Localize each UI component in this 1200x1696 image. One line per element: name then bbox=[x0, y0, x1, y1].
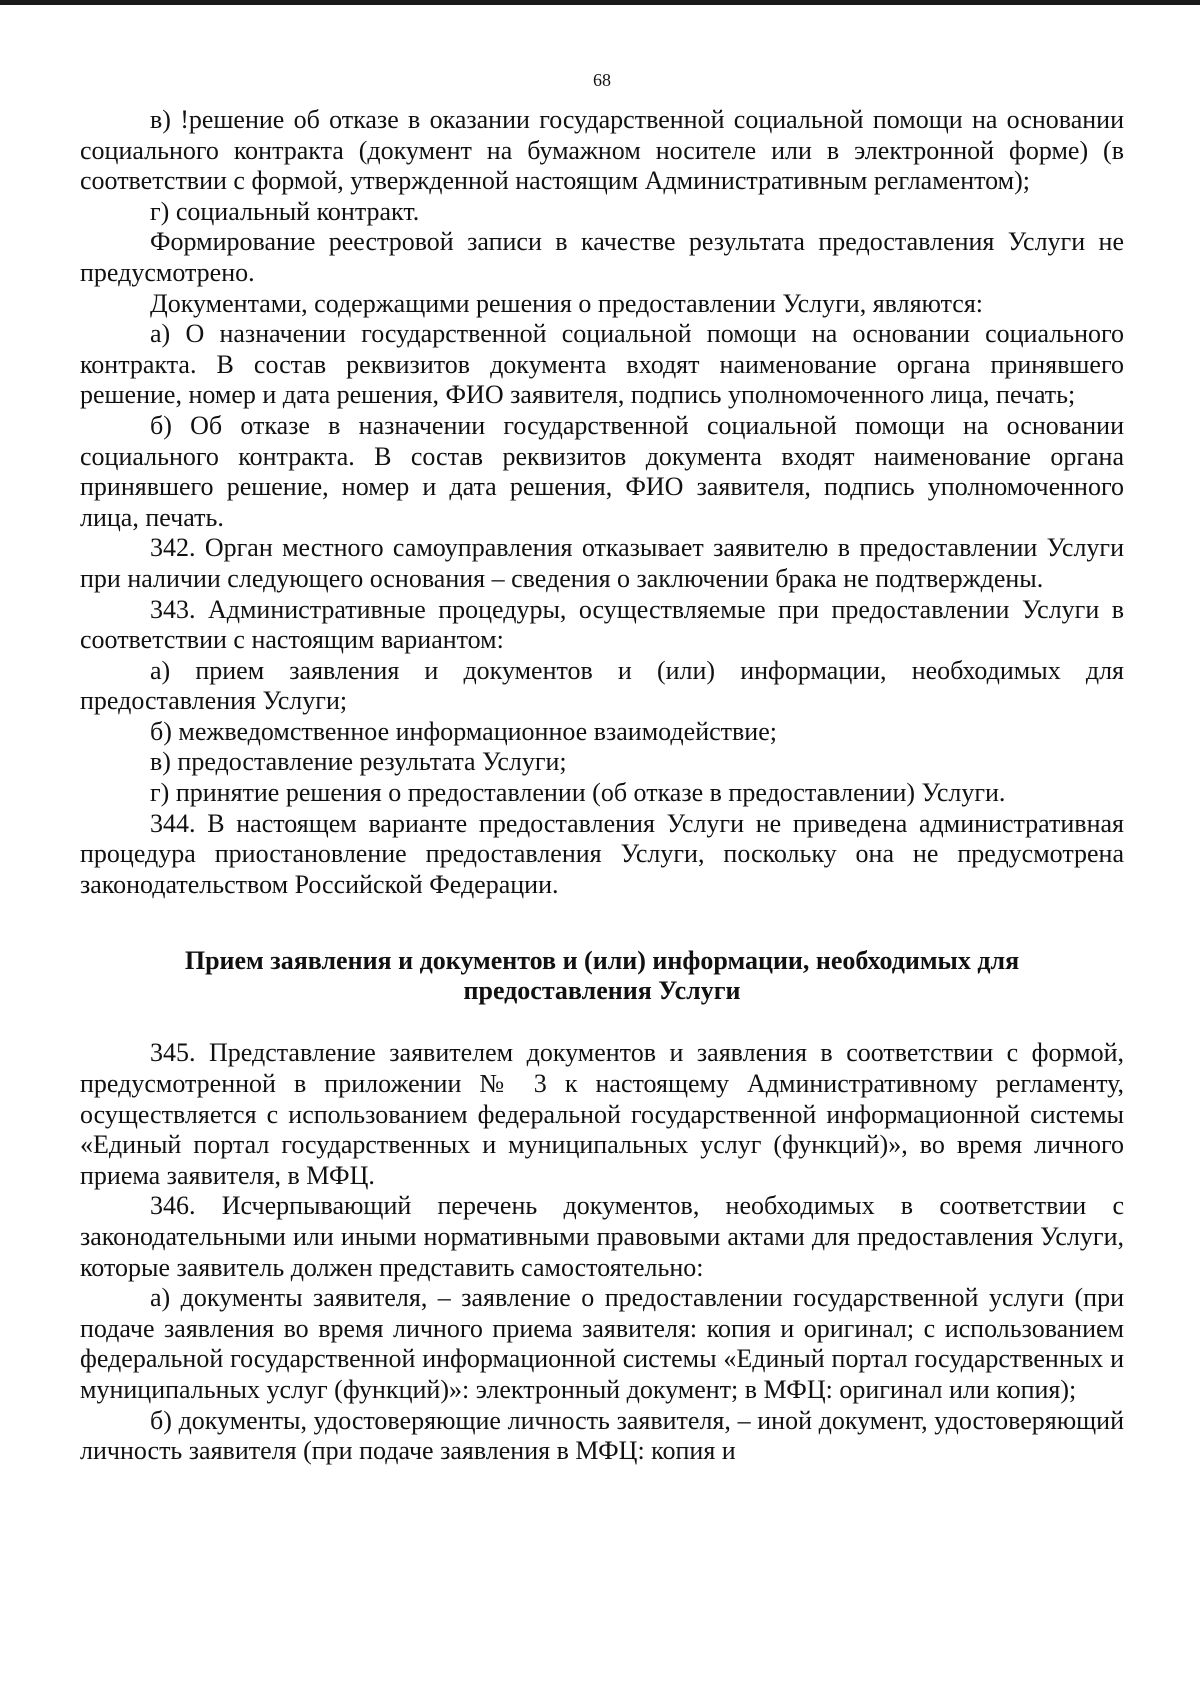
paragraph: в) предоставление результата Услуги; bbox=[150, 747, 567, 777]
paragraph: Документами, содержащими решения о предоставлении Услуги, являются: bbox=[150, 288, 984, 318]
paragraph: г) принятие решения о предоставлении (об отказе в предоставлении) Услуги. bbox=[150, 778, 1006, 808]
paragraph: в) !решение об отказе в оказании государственной социальной помощи на основании социального контракта (документ на бумажном носителе или в электронной форме) (в соответствии с формой, утвержденной настоящим Административным регламентом); bbox=[80, 105, 1124, 196]
paragraph: б) документы, удостоверяющие личность заявителя, – иной документ, удостоверяющий личность заявителя (при подаче заявления в МФЦ: копия и bbox=[80, 1405, 1124, 1466]
paragraph: б) межведомственное информационное взаимодействие; bbox=[150, 716, 777, 746]
paragraph: Формирование реестровой записи в качестве результата предоставления Услуги не предусмотрено. bbox=[80, 227, 1124, 287]
paragraph: а) документы заявителя, – заявление о предоставлении государственной услуги (при подаче заявления во время личного приема заявителя: копия и оригинал; с использованием федеральной государственной информационной системы «Единый портал государственных и муниципальных услуг (функций)»: электронный документ; в МФЦ: оригинал или копия); bbox=[80, 1283, 1124, 1404]
spacer bbox=[80, 900, 1124, 946]
page-number: 68 bbox=[593, 70, 611, 90]
paragraph: 344. В настоящем варианте предоставления Услуги не приведена административная процедура приостановление предоставления Услуги, поскольку она не предусмотрена законодательством Российской Федерации. bbox=[80, 808, 1124, 899]
paragraph: а) прием заявления и документов и (или) информации, необходимых для предоставления Услуги; bbox=[80, 655, 1124, 716]
paragraph: б) Об отказе в назначении государственной социальной помощи на основании социального контракта. В состав реквизитов документа входят наименование органа принявшего решение, номер и дата решения, ФИО заявителя, подпись уполномоченного лица, печать. bbox=[80, 410, 1124, 532]
paragraph: 343. Административные процедуры, осуществляемые при предоставлении Услуги в соответствии с настоящим вариантом: bbox=[80, 594, 1124, 655]
paragraph: 345. Представление заявителем документов и заявления в соответствии с формой, предусмотренной в приложении № 3 к настоящему Административному регламенту, осуществляется с использованием федеральной государственной информационной системы «Единый портал государственных и муниципальных услуг (функций)», во время личного приема заявителя, в МФЦ. bbox=[80, 1038, 1124, 1190]
paragraph: 346. Исчерпывающий перечень документов, необходимых в соответствии с законодательными или иными нормативными правовыми актами для предоставления Услуги, которые заявитель должен представить самостоятельно: bbox=[80, 1191, 1124, 1282]
section-heading: Прием заявления и документов и (или) информации, необходимых для предоставления Услуги bbox=[184, 946, 1020, 1006]
paragraph: г) социальный контракт. bbox=[150, 196, 420, 226]
spacer bbox=[80, 1006, 1124, 1038]
paragraph: 342. Орган местного самоуправления отказывает заявителю в предоставлении Услуги при наличии следующего основания – сведения о заключении брака не подтверждены. bbox=[80, 533, 1124, 593]
document-page bbox=[80, 70, 1124, 1467]
paragraph: а) О назначении государственной социальной помощи на основании социального контракта. В состав реквизитов документа входят наименование органа принявшего решение, номер и дата решения, ФИО заявителя, подпись уполномоченного лица, печать; bbox=[80, 319, 1124, 410]
top-border-line bbox=[0, 0, 1200, 5]
